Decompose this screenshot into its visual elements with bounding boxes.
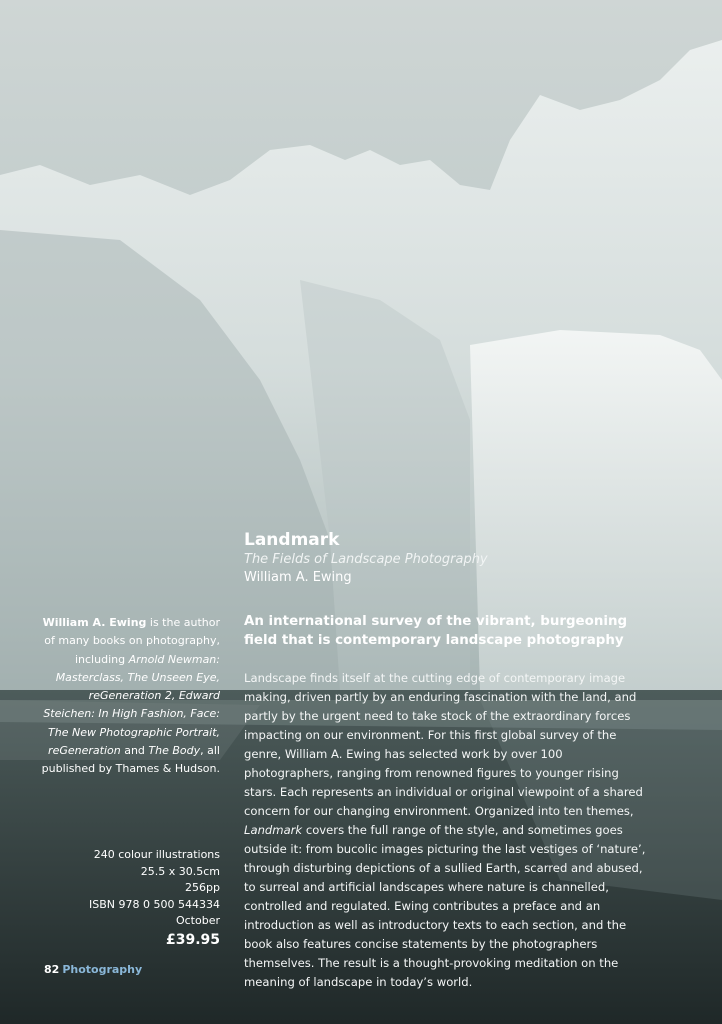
spec-month: October (175, 914, 220, 927)
spec-illustrations: 240 colour illustrations (93, 848, 220, 861)
spec-price: £39.95 (165, 931, 220, 948)
book-tagline: An international survey of the vibrant, burgeoning field that is contemporary landscape photography (244, 614, 628, 648)
bio-author-name: William A. Ewing (42, 616, 147, 629)
bio-titles-a: Arnold Newman: Masterclass, The Unseen Eye, reGeneration 2, Edward Steichen: In High Fashion, Face: The New Photographic Portrait, reGeneration (43, 652, 220, 758)
page-footer (44, 963, 142, 976)
book-subtitle: The Fields of Landscape Photography (244, 552, 488, 567)
book-title: Landmark (244, 530, 340, 550)
description-title-italic: Landmark (244, 823, 303, 837)
book-author: William A. Ewing (244, 570, 352, 585)
section-name: Photography (62, 963, 143, 976)
description-part-2: covers the full range of the style, and sometimes goes outside it: from bucolic images picturing the last vestiges of ‘nature’, through disturbing depictions of a sullied Earth, scarred and abused, to surreal and artificial landscapes where nature is channelled, controlled and regulated. Ewing contributes a preface and an introduction as well as introductory texts to each section, and the book also features concise statements by the photographers themselves. The result is a thought-provoking meditation on the meaning of landscape in today’s world. (244, 823, 646, 989)
description-part-1: Landscape finds itself at the cutting edge of contemporary image making, driven partly by an enduring fascination with the land, and partly by the urgent need to take stock of the extraordinary forces impacting on our environment. For this first global survey of the genre, William A. Ewing has selected work by over 100 photographers, ranging from renowned figures to younger rising stars. Each represents an individual or original viewpoint of a shared concern for our changing environment. Organized into ten themes, (244, 671, 643, 818)
bio-text-1: is the author of many books on photography, including (44, 616, 220, 666)
spec-size: 25.5 x 30.5cm (140, 864, 220, 878)
bio-text-2: and (120, 744, 149, 758)
bio-titles-b: The Body (148, 744, 201, 758)
author-bio (40, 614, 220, 779)
bio-text-3: , all published by Thames & Hudson. (41, 744, 220, 776)
book-title-block (244, 529, 488, 587)
spec-pages: 256pp (185, 881, 220, 894)
book-description (244, 669, 654, 992)
page-number: 82 (44, 963, 60, 976)
book-specs (40, 847, 220, 950)
spec-isbn: ISBN 978 0 500 544334 (89, 897, 220, 911)
